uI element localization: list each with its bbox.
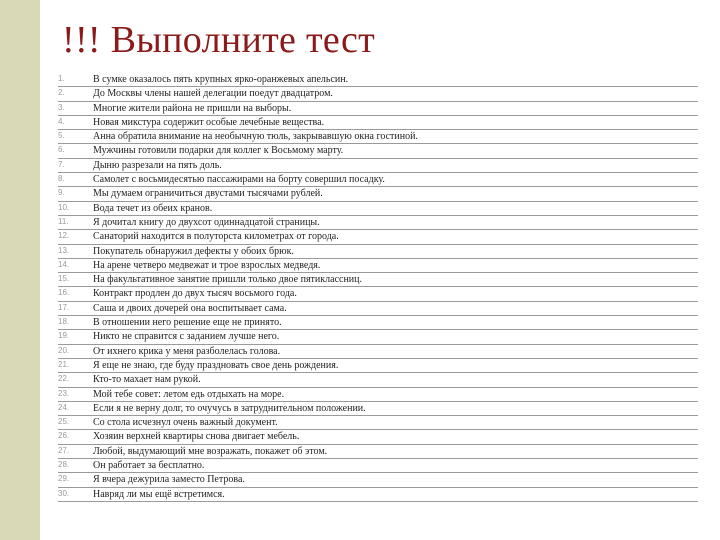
item-number: 4. — [58, 116, 65, 126]
item-number: 30. — [58, 488, 70, 498]
list-item — [58, 359, 698, 373]
item-number: 5. — [58, 131, 65, 141]
item-number: 3. — [58, 102, 65, 112]
item-number: 26. — [58, 431, 70, 441]
item-sentence: Кто-то махает нам рукой. — [93, 374, 201, 386]
item-sentence: Мой тебе совет: летом едь отдыхать на море. — [93, 388, 285, 400]
item-sentence: Мужчины готовили подарки для коллег к Восьмому марту. — [93, 145, 344, 157]
item-sentence: Я дочитал книгу до двухсот одиннадцатой страницы. — [93, 216, 320, 228]
item-sentence: Контракт продлен до двух тысяч восьмого года. — [93, 288, 297, 300]
item-number: 20. — [58, 345, 70, 355]
list-item — [58, 202, 698, 216]
item-sentence: Покупатель обнаружил дефекты у обоих брюк. — [93, 245, 294, 257]
list-item — [58, 416, 698, 430]
slide-sidebar — [0, 0, 40, 540]
item-sentence: Я вчера дежурила заместо Петрова. — [93, 474, 245, 486]
list-item — [58, 287, 698, 301]
item-sentence: Если я не верну долг, то очучусь в затруднительном положении. — [93, 402, 366, 414]
list-item — [58, 130, 698, 144]
list-item — [58, 316, 698, 330]
item-sentence: От ихнего крика у меня разболелась голова. — [93, 345, 281, 357]
item-number: 22. — [58, 374, 70, 384]
item-sentence: В отношении него решение еще не принято. — [93, 317, 282, 329]
list-item — [58, 187, 698, 201]
item-number: 9. — [58, 188, 65, 198]
item-sentence: Саша и двоих дочерей она воспитывает сама. — [93, 302, 287, 314]
list-item — [58, 345, 698, 359]
item-number: 19. — [58, 331, 70, 341]
item-number: 15. — [58, 274, 70, 284]
item-sentence: Самолет с восьмидесятью пассажирами на борту совершил посадку. — [93, 174, 385, 186]
item-sentence: Вода течет из обеих кранов. — [93, 202, 213, 214]
item-sentence: Новая микстура содержит особые лечебные вещества. — [93, 116, 325, 128]
item-sentence: Никто не справится с заданием лучше него. — [93, 331, 280, 343]
list-item — [58, 488, 698, 502]
item-sentence: В сумке оказалось пять крупных ярко-оранжевых апельсин. — [93, 74, 349, 85]
item-number: 2. — [58, 88, 65, 98]
item-sentence: На факультативное занятие пришли только двое пятиклассниц. — [93, 274, 362, 286]
item-sentence: На арене четверо медвежат и трое взрослых медведя. — [93, 259, 321, 271]
item-number: 23. — [58, 388, 70, 398]
item-sentence: Он работает за бесплатно. — [93, 460, 205, 472]
item-number: 21. — [58, 359, 70, 369]
page-title: !!! Выполните тест — [62, 19, 376, 61]
item-number: 16. — [58, 288, 70, 298]
list-item — [58, 73, 698, 87]
item-sentence: Дыню разрезали на пять доль. — [93, 159, 222, 171]
item-number: 14. — [58, 259, 70, 269]
item-sentence: Со стола исчезнул очень важный документ. — [93, 417, 278, 429]
list-item — [58, 388, 698, 402]
item-number: 10. — [58, 202, 70, 212]
item-sentence: До Москвы члены нашей делегации поедут двадцатром. — [93, 88, 333, 100]
item-number: 12. — [58, 231, 70, 241]
list-item — [58, 173, 698, 187]
item-sentence: Я еще не знаю, где буду праздновать свое день рождения. — [93, 359, 339, 371]
list-item — [58, 87, 698, 101]
list-item — [58, 102, 698, 116]
item-number: 1. — [58, 74, 65, 83]
list-item — [58, 273, 698, 287]
item-number: 17. — [58, 302, 70, 312]
item-sentence: Любой, выдумающий мне возражать, покажет об этом. — [93, 445, 328, 457]
list-item — [58, 473, 698, 487]
item-number: 27. — [58, 445, 70, 455]
list-item — [58, 330, 698, 344]
list-item — [58, 373, 698, 387]
list-item — [58, 245, 698, 259]
item-number: 28. — [58, 460, 70, 470]
item-number: 25. — [58, 417, 70, 427]
item-sentence: Навряд ли мы ещё встретимся. — [93, 488, 225, 500]
list-item — [58, 445, 698, 459]
item-sentence: Хозяин верхней квартиры снова двигает мебель. — [93, 431, 300, 443]
item-number: 7. — [58, 159, 65, 169]
list-item — [58, 216, 698, 230]
list-item — [58, 259, 698, 273]
list-item — [58, 402, 698, 416]
sentence-list — [58, 73, 698, 502]
item-sentence: Анна обратила внимание на необычную тюль, закрывавшую окна гостиной. — [93, 131, 418, 143]
list-item — [58, 159, 698, 173]
item-number: 29. — [58, 474, 70, 484]
item-sentence: Многие жители района не пришли на выборы. — [93, 102, 292, 114]
list-item — [58, 116, 698, 130]
item-number: 8. — [58, 174, 65, 184]
item-sentence: Мы думаем ограничиться двустами тысячами рублей. — [93, 188, 323, 200]
item-number: 6. — [58, 145, 65, 155]
list-item — [58, 144, 698, 158]
list-item — [58, 430, 698, 444]
item-number: 24. — [58, 402, 70, 412]
item-number: 13. — [58, 245, 70, 255]
item-sentence: Санаторий находится в полуторста километрах от города. — [93, 231, 339, 243]
list-item — [58, 459, 698, 473]
item-number: 18. — [58, 317, 70, 327]
list-item — [58, 230, 698, 244]
item-number: 11. — [58, 216, 69, 226]
list-item — [58, 302, 698, 316]
